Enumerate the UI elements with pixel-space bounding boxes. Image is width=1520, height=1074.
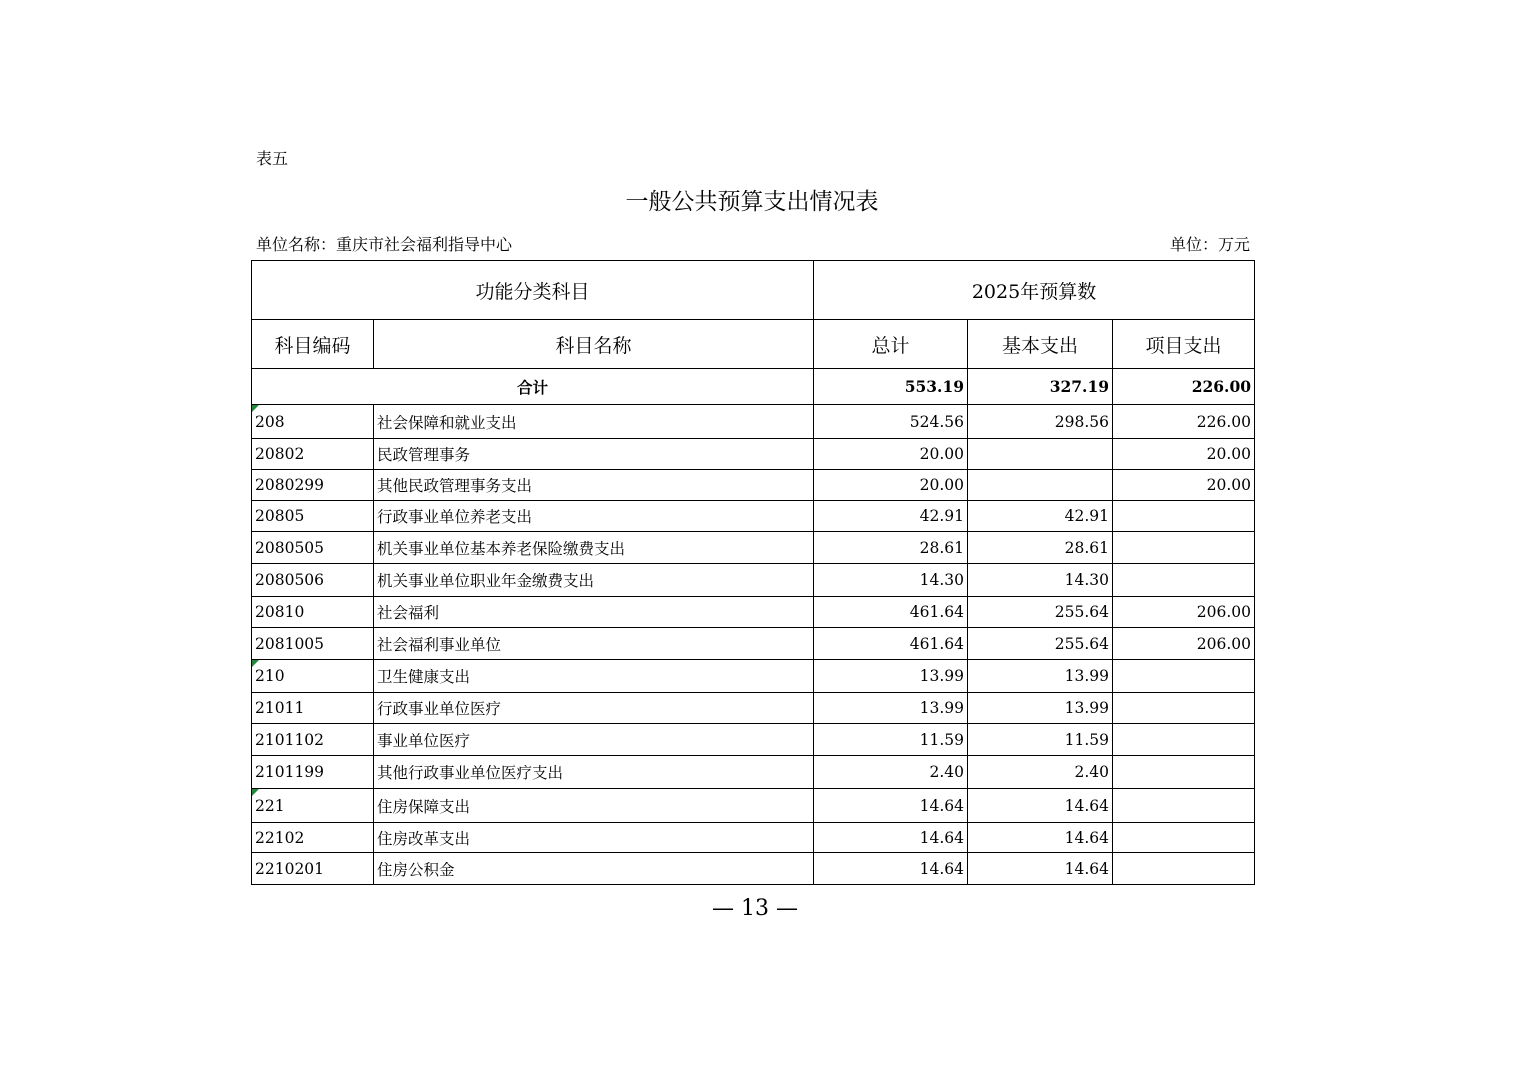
row-total: 14.64	[814, 853, 968, 885]
total-label: 合计	[252, 369, 814, 405]
comment-marker-icon	[252, 789, 259, 796]
row-code-text: 2210201	[255, 859, 325, 878]
table-row	[252, 789, 1255, 823]
row-name: 住房改革支出	[374, 823, 814, 853]
table-row	[252, 405, 1255, 439]
comment-marker-icon	[252, 405, 259, 412]
row-total: 13.99	[814, 693, 968, 724]
row-code-text: 20802	[255, 445, 305, 463]
row-basic: 11.59	[968, 724, 1113, 756]
row-name: 住房公积金	[374, 853, 814, 885]
row-code-text: 20805	[255, 507, 305, 525]
row-project: 20.00	[1113, 470, 1255, 501]
table-row	[252, 532, 1255, 564]
row-project	[1113, 724, 1255, 756]
row-code-text: 2101199	[255, 763, 325, 781]
row-total: 42.91	[814, 501, 968, 532]
row-total: 11.59	[814, 724, 968, 756]
row-basic	[968, 439, 1113, 470]
row-code	[252, 405, 374, 439]
total-total: 553.19	[814, 369, 968, 405]
row-code	[252, 564, 374, 597]
row-project	[1113, 532, 1255, 564]
header-budget-year: 2025年预算数	[814, 261, 1255, 320]
table-row	[252, 501, 1255, 532]
row-project	[1113, 564, 1255, 597]
row-code	[252, 789, 374, 823]
row-basic: 14.64	[968, 789, 1113, 823]
row-name: 民政管理事务	[374, 439, 814, 470]
row-project	[1113, 789, 1255, 823]
row-code	[252, 853, 374, 885]
row-code	[252, 628, 374, 660]
row-total: 461.64	[814, 597, 968, 628]
row-basic: 14.64	[968, 823, 1113, 853]
row-project: 206.00	[1113, 628, 1255, 660]
row-code	[252, 532, 374, 564]
row-basic: 28.61	[968, 532, 1113, 564]
row-code	[252, 439, 374, 470]
total-row	[252, 369, 1255, 405]
row-name: 其他民政管理事务支出	[374, 470, 814, 501]
row-total: 13.99	[814, 660, 968, 693]
row-code	[252, 597, 374, 628]
total-basic: 327.19	[968, 369, 1113, 405]
table-row	[252, 693, 1255, 724]
row-project	[1113, 693, 1255, 724]
table-row	[252, 724, 1255, 756]
row-name: 机关事业单位基本养老保险缴费支出	[374, 532, 814, 564]
row-basic: 13.99	[968, 693, 1113, 724]
row-total: 28.61	[814, 532, 968, 564]
row-code-text: 2101102	[255, 730, 325, 749]
row-total: 20.00	[814, 470, 968, 501]
row-code	[252, 823, 374, 853]
row-name: 社会福利	[374, 597, 814, 628]
header-row-1	[252, 261, 1255, 320]
row-total: 20.00	[814, 439, 968, 470]
table-number-label: 表五	[256, 149, 289, 168]
row-basic: 298.56	[968, 405, 1113, 439]
row-code-text: 22102	[255, 828, 305, 847]
row-code-text: 208	[255, 412, 285, 431]
row-total: 14.30	[814, 564, 968, 597]
row-project: 226.00	[1113, 405, 1255, 439]
row-total: 2.40	[814, 756, 968, 789]
row-project: 20.00	[1113, 439, 1255, 470]
row-basic: 255.64	[968, 597, 1113, 628]
table-row	[252, 756, 1255, 789]
row-code-text: 2080506	[255, 571, 325, 589]
row-name: 卫生健康支出	[374, 660, 814, 693]
row-total: 14.64	[814, 823, 968, 853]
comment-marker-icon	[252, 660, 259, 667]
page-number: — 13 —	[712, 896, 798, 921]
header-func-category: 功能分类科目	[252, 261, 814, 320]
row-name: 行政事业单位养老支出	[374, 501, 814, 532]
row-basic	[968, 470, 1113, 501]
header-row-2	[252, 320, 1255, 369]
row-code-text: 2080299	[255, 476, 325, 494]
header-name: 科目名称	[374, 320, 814, 369]
currency-unit: 单位：万元	[1169, 235, 1250, 254]
row-code	[252, 693, 374, 724]
header-project: 项目支出	[1113, 320, 1255, 369]
row-code	[252, 501, 374, 532]
row-code-text: 221	[255, 796, 285, 815]
header-basic: 基本支出	[968, 320, 1113, 369]
row-total: 524.56	[814, 405, 968, 439]
row-code	[252, 724, 374, 756]
row-code-text: 210	[255, 667, 285, 685]
row-name: 事业单位医疗	[374, 724, 814, 756]
row-project	[1113, 756, 1255, 789]
row-project	[1113, 823, 1255, 853]
budget-table	[251, 260, 1255, 885]
row-project: 206.00	[1113, 597, 1255, 628]
row-basic: 14.30	[968, 564, 1113, 597]
row-name: 其他行政事业单位医疗支出	[374, 756, 814, 789]
table-row	[252, 439, 1255, 470]
table-row	[252, 470, 1255, 501]
table-row	[252, 823, 1255, 853]
row-name: 行政事业单位医疗	[374, 693, 814, 724]
row-code	[252, 756, 374, 789]
table-row	[252, 660, 1255, 693]
row-code-text: 20810	[255, 603, 305, 621]
table-row	[252, 628, 1255, 660]
row-project	[1113, 853, 1255, 885]
total-project: 226.00	[1113, 369, 1255, 405]
row-code-text: 2080505	[255, 538, 325, 557]
table-row	[252, 853, 1255, 885]
row-basic: 2.40	[968, 756, 1113, 789]
document-title: 一般公共预算支出情况表	[625, 189, 879, 215]
row-total: 14.64	[814, 789, 968, 823]
row-total: 461.64	[814, 628, 968, 660]
row-code-text: 21011	[255, 699, 305, 717]
row-code	[252, 470, 374, 501]
row-code-text: 2081005	[255, 634, 325, 653]
row-project	[1113, 501, 1255, 532]
row-basic: 255.64	[968, 628, 1113, 660]
row-name: 社会保障和就业支出	[374, 405, 814, 439]
header-code: 科目编码	[252, 320, 374, 369]
row-name: 社会福利事业单位	[374, 628, 814, 660]
row-basic: 42.91	[968, 501, 1113, 532]
header-total: 总计	[814, 320, 968, 369]
row-code	[252, 660, 374, 693]
row-name: 机关事业单位职业年金缴费支出	[374, 564, 814, 597]
row-basic: 14.64	[968, 853, 1113, 885]
row-name: 住房保障支出	[374, 789, 814, 823]
unit-name: 单位名称：重庆市社会福利指导中心	[256, 235, 513, 254]
row-basic: 13.99	[968, 660, 1113, 693]
row-project	[1113, 660, 1255, 693]
table-row	[252, 597, 1255, 628]
table-row	[252, 564, 1255, 597]
